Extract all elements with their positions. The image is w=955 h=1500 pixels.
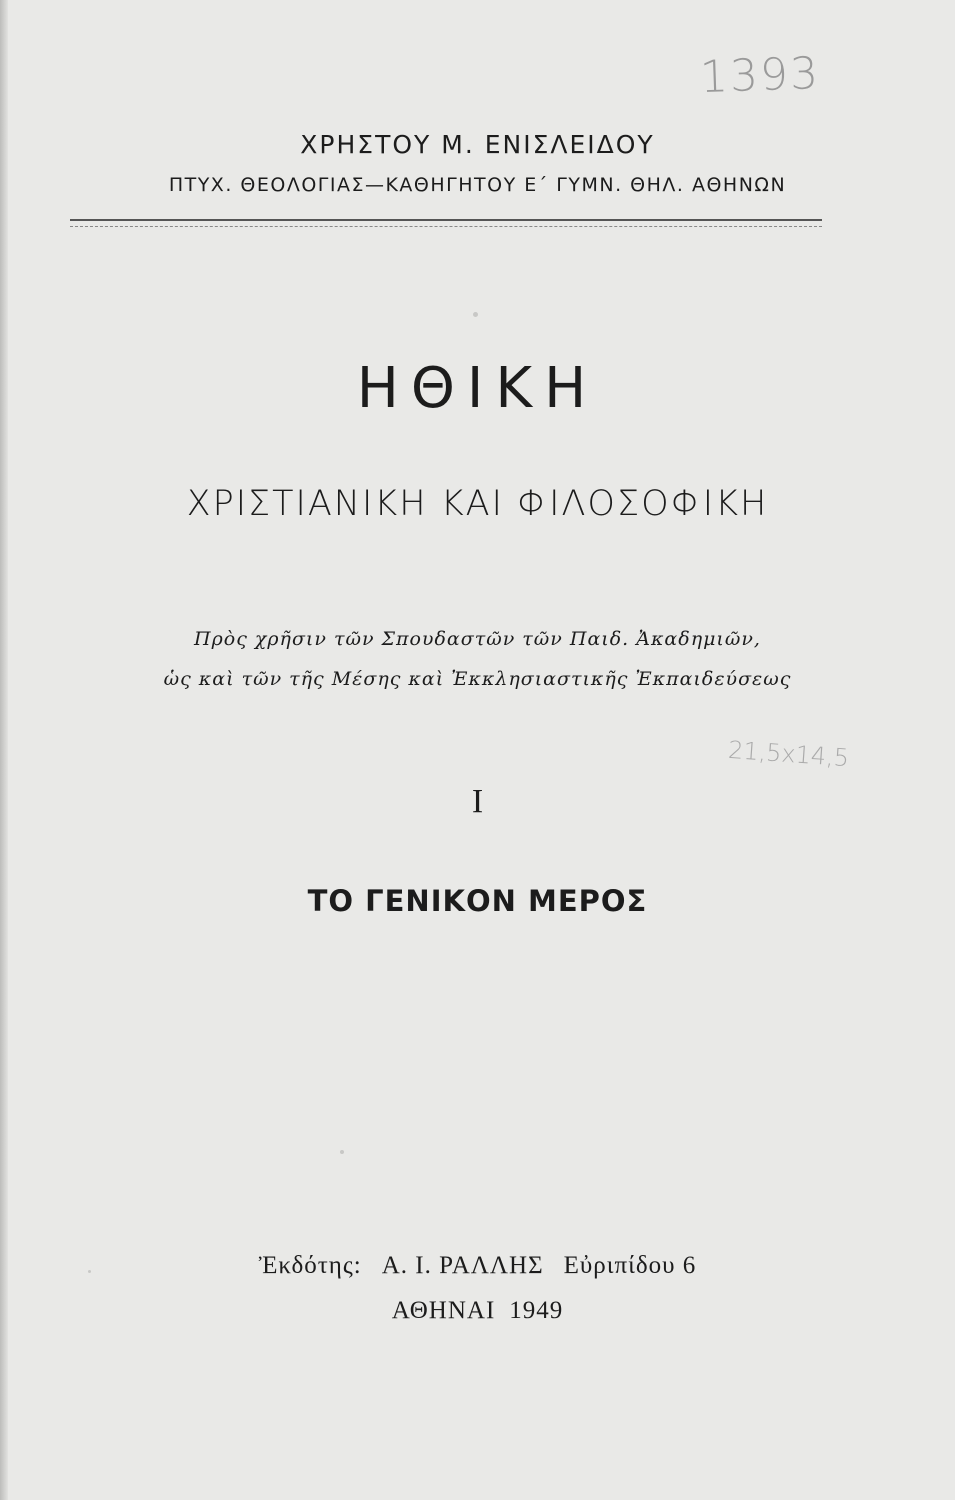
paper-speck: [88, 1270, 91, 1273]
publisher-line: [0, 1252, 955, 1280]
imprint-year: 1949: [509, 1297, 564, 1324]
paper-speck: [473, 312, 478, 317]
book-subtitle: ΧΡΙΣΤΙΑΝΙΚΗ ΚΑΙ ΦΙΛΟΣΟΦΙΚΗ: [186, 484, 769, 524]
purpose-line-1: Πρὸς χρῆσιν τῶν Σπουδαστῶν τῶν Παιδ. Ἀκαδημιῶν,: [194, 628, 761, 650]
book-title: ΗΘΙΚΗ: [356, 356, 599, 421]
imprint-city: ΑΘΗΝΑΙ: [391, 1297, 496, 1324]
handwritten-shelfmark: 1393: [699, 47, 821, 104]
imprint-line: [0, 1297, 955, 1325]
publisher-name: Α. Ι. ΡΑΛΛΗΣ: [381, 1252, 544, 1279]
paper-speck: [340, 1150, 344, 1154]
author-name: ΧΡΗΣΤΟΥ Μ. ΕΝΙΣΛΕΙΔΟΥ: [300, 130, 655, 159]
header-rule-dashed: [70, 226, 822, 227]
author-affiliation: ΠΤΥΧ. ΘΕΟΛΟΓΙΑΣ—ΚΑΘΗΓΗΤΟΥ Ε΄ ΓΥΜΝ. ΘΗΛ. ΑΘΗΝΩΝ: [168, 174, 787, 196]
publisher-address: Εὐριπίδου 6: [563, 1252, 697, 1279]
part-title: ΤΟ ΓΕΝΙΚΟΝ ΜΕΡΟΣ: [307, 884, 648, 918]
volume-number: Ι: [471, 783, 484, 820]
handwritten-measure: 21,5x14,5: [727, 735, 850, 773]
header-rule: [70, 219, 822, 221]
purpose-line-2: ὡς καὶ τῶν τῆς Μέσης καὶ Ἐκκλησιαστικῆς Ἐκπαιδεύσεως: [163, 668, 792, 690]
publisher-label: Ἐκδότης:: [258, 1252, 362, 1279]
